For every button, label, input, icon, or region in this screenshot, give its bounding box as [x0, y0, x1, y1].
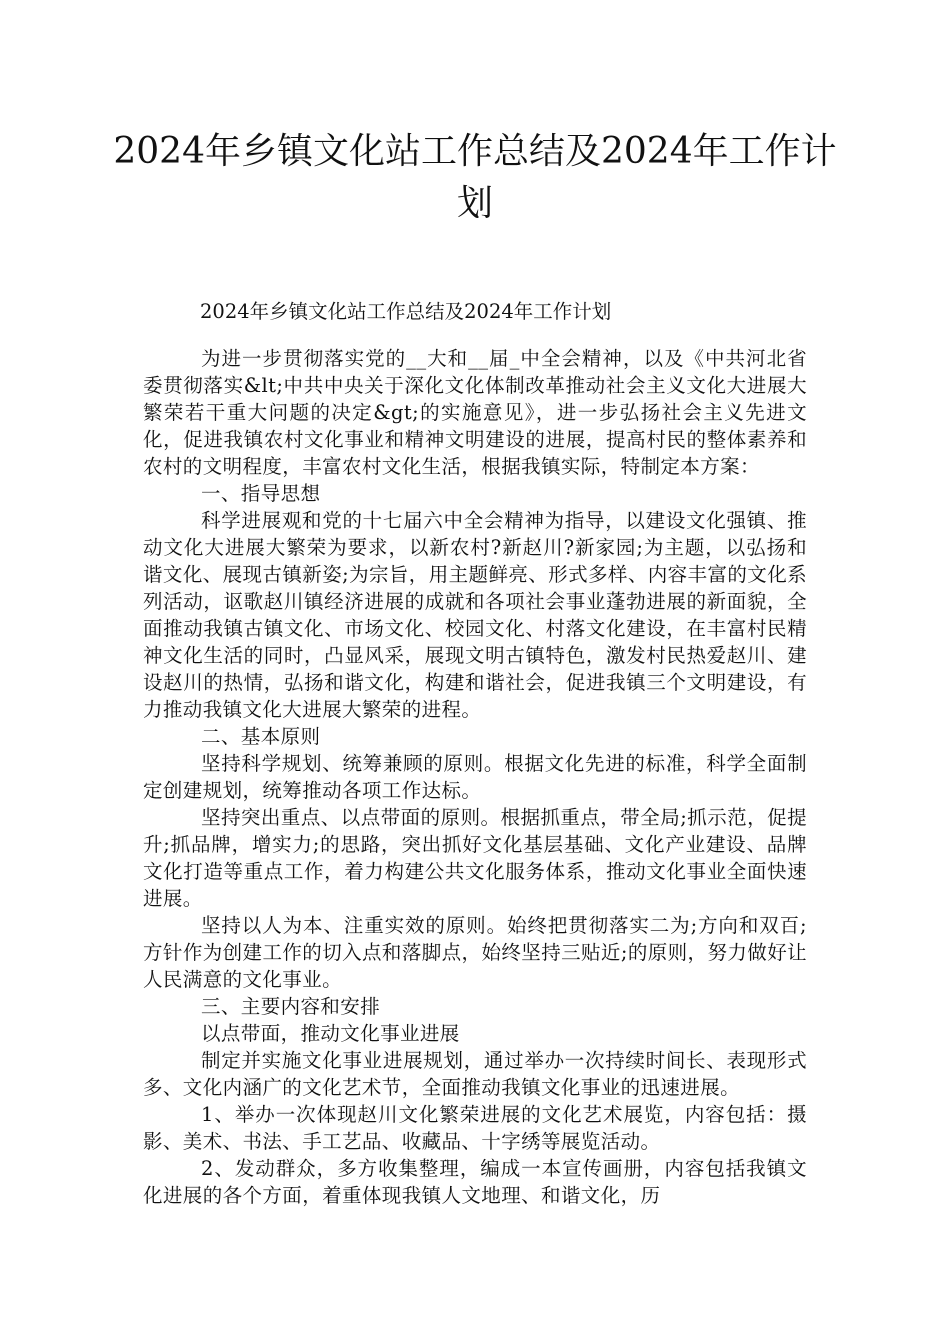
document-title: 2024年乡镇文化站工作总结及2024年工作计划	[113, 131, 837, 224]
body-paragraph: 坚持科学规划、统筹兼顾的原则。根据文化先进的标准，科学全面制定创建规划，统筹推动各项工作达标。	[143, 752, 807, 802]
document-subtitle: 2024年乡镇文化站工作总结及2024年工作计划	[200, 300, 612, 323]
body-paragraph: 制定并实施文化事业进展规划，通过举办一次持续时间长、表现形式多、文化内涵广的文化艺术节，全面推动我镇文化事业的迅速进展。	[143, 1049, 807, 1099]
section-heading-basic-principles: 二、基本原则	[201, 725, 321, 748]
section-heading-main-content: 三、主要内容和安排	[201, 995, 381, 1018]
body-paragraph: 科学进展观和党的十七届六中全会精神为指导，以建设文化强镇、推动文化大进展大繁荣为要求，以新农村?新赵川?新家园;为主题，以弘扬和谐文化、展现古镇新姿;为宗旨，用主题鲜亮、形式多样、内容丰富的文化系列活动，讴歌赵川镇经济进展的成就和各项社会事业蓬勃进展的新面貌，全面推动我镇古镇文化、市场文化、校园文化、村落文化建设，在丰富村民精神文化生活的同时，凸显风采，展现文明古镇特色，激发村民热爱赵川、建设赵川的热情，弘扬和谐文化，构建和谐社会，促进我镇三个文明建设，有力推动我镇文化大进展大繁荣的进程。	[143, 509, 807, 721]
body-paragraph: 坚持突出重点、以点带面的原则。根据抓重点，带全局;抓示范，促提升;抓品牌，增实力;的思路，突出抓好文化基层基础、文化产业建设、品牌文化打造等重点工作，着力构建公共文化服务体系，推动文化事业全面快速进展。	[143, 806, 807, 910]
list-item: 1、举办一次体现赵川文化繁荣进展的文化艺术展览，内容包括：摄影、美术、书法、手工艺品、收藏品、十字绣等展览活动。	[143, 1103, 807, 1153]
section-heading-guiding-ideology: 一、指导思想	[201, 482, 321, 505]
subsection-heading: 以点带面，推动文化事业进展	[201, 1022, 460, 1045]
document-body	[143, 345, 807, 1209]
intro-paragraph: 为进一步贯彻落实党的__大和__届_中全会精神，以及《中共河北省委贯彻落实&lt;中共中央关于深化文化体制改革推动社会主义文化大进展大繁荣若干重大问题的决定&gt;的实施意见》，进一步弘扬社会主义先进文化，促进我镇农村文化事业和精神文明建设的进展，提高村民的整体素养和农村的文明程度，丰富农村文化生活，根据我镇实际，特制定本方案：	[143, 347, 807, 478]
body-paragraph: 坚持以人为本、注重实效的原则。始终把贯彻落实二为;方向和双百;方针作为创建工作的切入点和落脚点，始终坚持三贴近;的原则，努力做好让人民满意的文化事业。	[143, 914, 807, 991]
list-item: 2、发动群众，多方收集整理，编成一本宣传画册，内容包括我镇文化进展的各个方面，着重体现我镇人文地理、和谐文化，历	[143, 1157, 807, 1207]
